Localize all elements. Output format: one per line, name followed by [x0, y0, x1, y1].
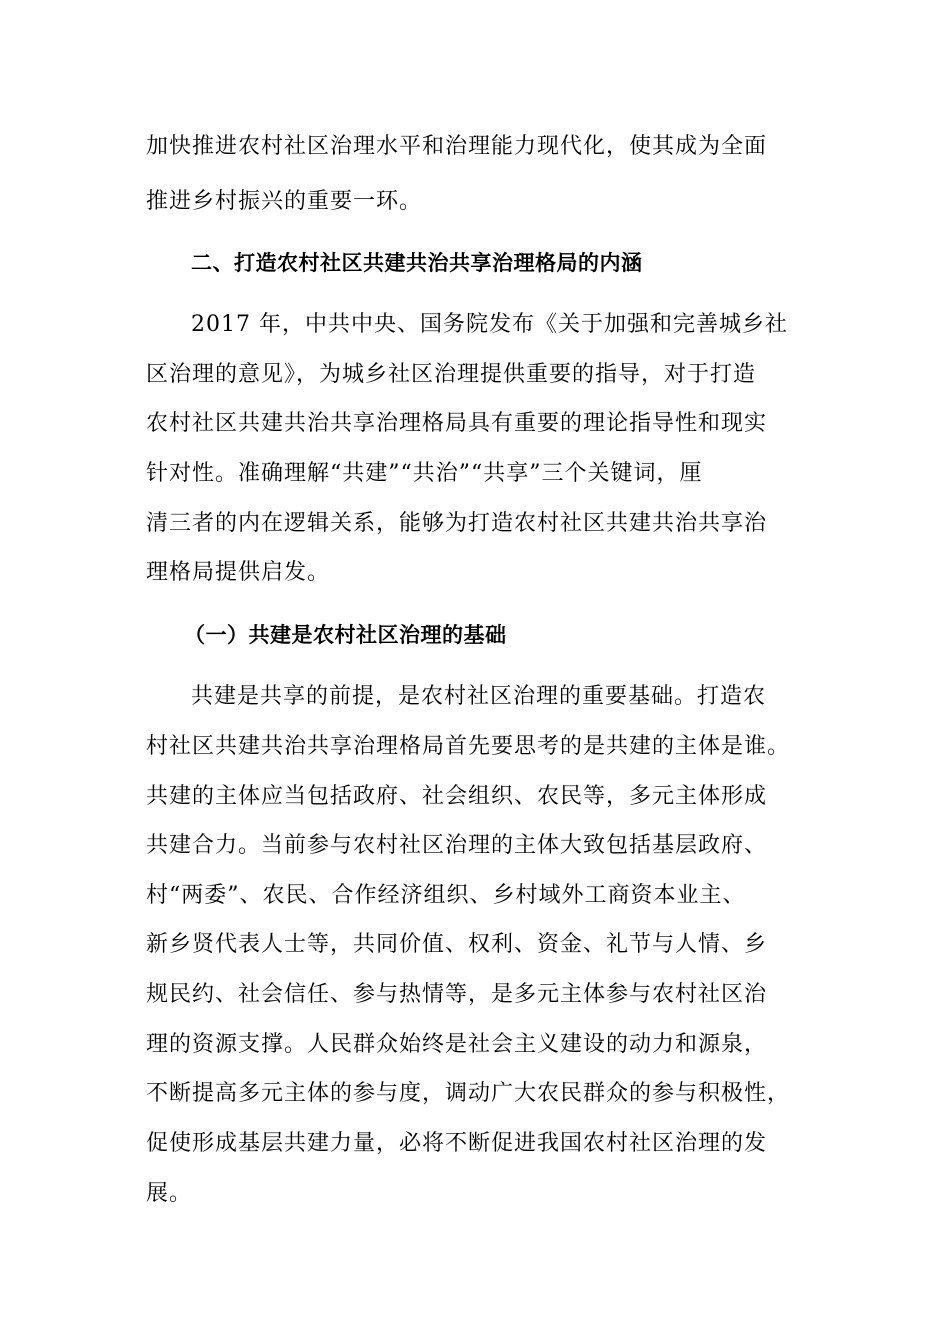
body-text-line: 清三者的内在逻辑关系，能够为打造农村社区共建共治共享治	[146, 511, 768, 536]
body-text-line: 共建合力。当前参与农村社区治理的主体大致包括基层政府、	[146, 833, 768, 858]
body-text-line: 理格局提供启发。	[146, 560, 331, 585]
body-text-line: 展。	[146, 1181, 193, 1206]
body-text-line: 规民约、社会信任、参与热情等，是多元主体参与农村社区治	[146, 982, 768, 1007]
body-text-line: 区治理的意见》，为城乡社区治理提供重要的指导，对于打造	[146, 362, 757, 387]
body-text-line: 新乡贤代表人士等，共同价值、权利、资金、礼节与人情、乡	[146, 932, 768, 957]
body-text-line: 农村社区共建共治共享治理格局具有重要的理论指导性和现实	[146, 411, 768, 436]
subsection-heading: （一）共建是农村社区治理的基础	[184, 623, 507, 647]
body-text-line: 共建的主体应当包括政府、社会组织、农民等，多元主体形成	[146, 784, 768, 809]
body-text-line: 加快推进农村社区治理水平和治理能力现代化，使其成为全面	[146, 134, 768, 159]
body-text-line: 村“两委”、农民、合作经济组织、乡村域外工商资本业主、	[146, 883, 746, 908]
body-text-line: 共建是共享的前提，是农村社区治理的重要基础。打造农	[191, 684, 767, 709]
body-text-line: 推进乡村振兴的重要一环。	[146, 189, 423, 214]
section-heading: 二、打造农村社区共建共治共享治理格局的内涵	[191, 251, 643, 275]
body-text-line: 不断提高多元主体的参与度，调动广大农民群众的参与积极性，	[146, 1081, 791, 1106]
body-text-line: 理的资源支撑。人民群众始终是社会主义建设的动力和源泉，	[146, 1032, 768, 1057]
body-text-line: 2017 年，中共中央、国务院发布《关于加强和完善城乡社	[191, 312, 788, 337]
body-text-line: 村社区共建共治共享治理格局首先要思考的是共建的主体是谁。	[146, 734, 791, 759]
body-text-line: 促使形成基层共建力量，必将不断促进我国农村社区治理的发	[146, 1131, 768, 1156]
body-text-line: 针对性。准确理解“共建”“共治”“共享”三个关键词，厘	[146, 461, 703, 486]
